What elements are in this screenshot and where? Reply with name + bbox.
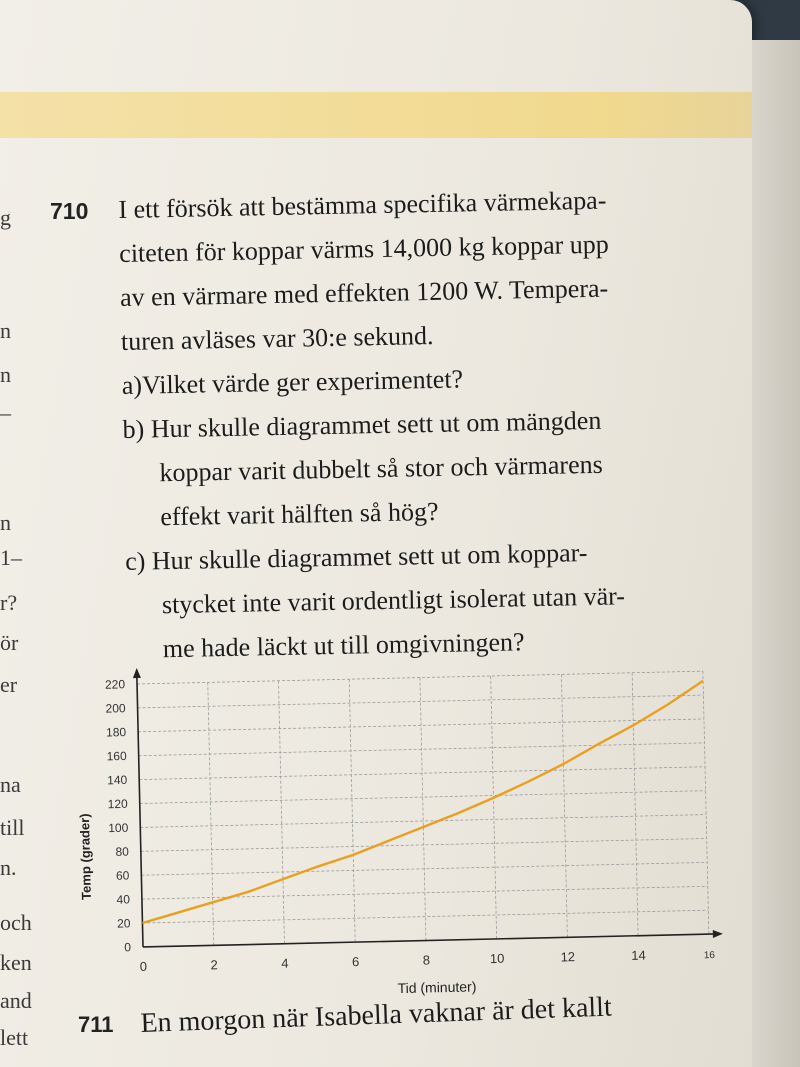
margin-fragment: g — [0, 205, 11, 230]
question-label: c) — [124, 546, 146, 576]
problem-line: turen avläses var 30:e sekund. — [120, 320, 434, 356]
next-problem-text: En morgon när Isabella vaknar är det kallt — [140, 991, 613, 1039]
margin-fragment: 1– — [0, 545, 22, 570]
y-tick-label: 220 — [104, 677, 126, 692]
grid-line-vertical — [632, 673, 638, 936]
y-axis-label: Temp (grader) — [76, 813, 94, 901]
x-tick-label: 4 — [281, 955, 289, 971]
question-label: b) — [122, 414, 145, 444]
y-tick-label: 140 — [107, 772, 128, 788]
x-tick-label: 6 — [351, 954, 360, 970]
margin-fragment: and — [0, 988, 32, 1013]
margin-fragment: n. — [0, 855, 17, 880]
x-tick-label: 10 — [489, 950, 505, 967]
y-tick-label: 0 — [124, 940, 132, 955]
y-tick-label: 20 — [116, 916, 131, 931]
y-tick-label: 80 — [115, 844, 129, 859]
x-tick-label: 12 — [560, 949, 576, 965]
y-axis — [137, 670, 143, 947]
margin-fragment: r? — [0, 590, 18, 615]
grid-line-horizontal — [142, 910, 708, 923]
x-tick-label: 8 — [422, 952, 431, 968]
question-line: stycket inte varit ordentligt isolerat utan vär- — [161, 581, 626, 620]
problem-text — [118, 176, 747, 672]
y-tick-label: 100 — [108, 820, 129, 836]
y-tick-label: 60 — [115, 868, 130, 883]
grid-line-vertical — [420, 678, 426, 941]
question-line: me hade läckt ut till omgivningen? — [162, 627, 525, 664]
question-line: Vilket värde ger experimentet? — [141, 364, 464, 400]
margin-fragment: er — [0, 672, 18, 697]
grid-line-vertical — [278, 681, 284, 944]
y-axis-arrow — [133, 668, 141, 678]
y-tick-label: 160 — [106, 748, 127, 764]
problem-line: av en värmare med effekten 1200 W. Tempera- — [119, 273, 609, 312]
grid-line-vertical — [561, 674, 567, 937]
problem-number: 710 — [50, 198, 89, 224]
x-tick-label: 16 — [703, 949, 716, 962]
question-line: koppar varit dubbelt så stor och värmarens — [159, 449, 603, 488]
x-tick-label: 2 — [210, 957, 218, 973]
question-label: a) — [121, 370, 143, 400]
y-tick-label: 40 — [116, 892, 131, 907]
grid-line-vertical — [703, 671, 709, 934]
y-tick-label: 180 — [105, 725, 127, 740]
grid-line-horizontal — [138, 695, 704, 708]
margin-fragment: n — [0, 318, 11, 343]
next-page-edge — [752, 40, 800, 1067]
x-tick-label: 14 — [631, 947, 646, 963]
question-line: effekt varit hälften så hög? — [160, 496, 439, 532]
margin-fragment: och — [0, 910, 32, 935]
x-axis — [143, 934, 721, 947]
question-line: Hur skulle diagrammet sett ut om mängden — [150, 405, 602, 444]
temperature-chart — [0, 660, 740, 1040]
margin-fragment: n — [0, 362, 11, 387]
question-line: Hur skulle diagrammet sett ut om koppar- — [151, 538, 588, 576]
grid-line-vertical — [208, 682, 214, 945]
temperature-line — [137, 681, 708, 923]
margin-fragment: lett — [0, 1025, 29, 1050]
grid-line-horizontal — [137, 671, 703, 684]
margin-fragment: ör — [0, 630, 19, 655]
margin-fragment: ken — [0, 950, 32, 975]
margin-fragment: n — [0, 510, 11, 535]
grid-line-vertical — [491, 676, 497, 939]
next-problem-number: 711 — [78, 1012, 114, 1037]
margin-fragment: – — [0, 400, 11, 425]
x-axis-arrow — [713, 930, 723, 938]
chart — [0, 660, 740, 1045]
y-tick-label: 200 — [105, 701, 126, 716]
header-band — [0, 92, 752, 138]
x-tick-label: 0 — [139, 958, 148, 975]
problem-line: I ett försök att bestämma specifika värmekapa- — [118, 185, 607, 224]
margin-fragment: till — [0, 815, 25, 840]
y-tick-label: 120 — [107, 796, 128, 812]
margin-fragment: na — [0, 772, 21, 797]
x-axis-label: Tid (minuter) — [397, 978, 477, 997]
problem-line: citeten för koppar värms 14,000 kg koppar upp — [118, 229, 609, 268]
grid-line-vertical — [349, 679, 355, 942]
